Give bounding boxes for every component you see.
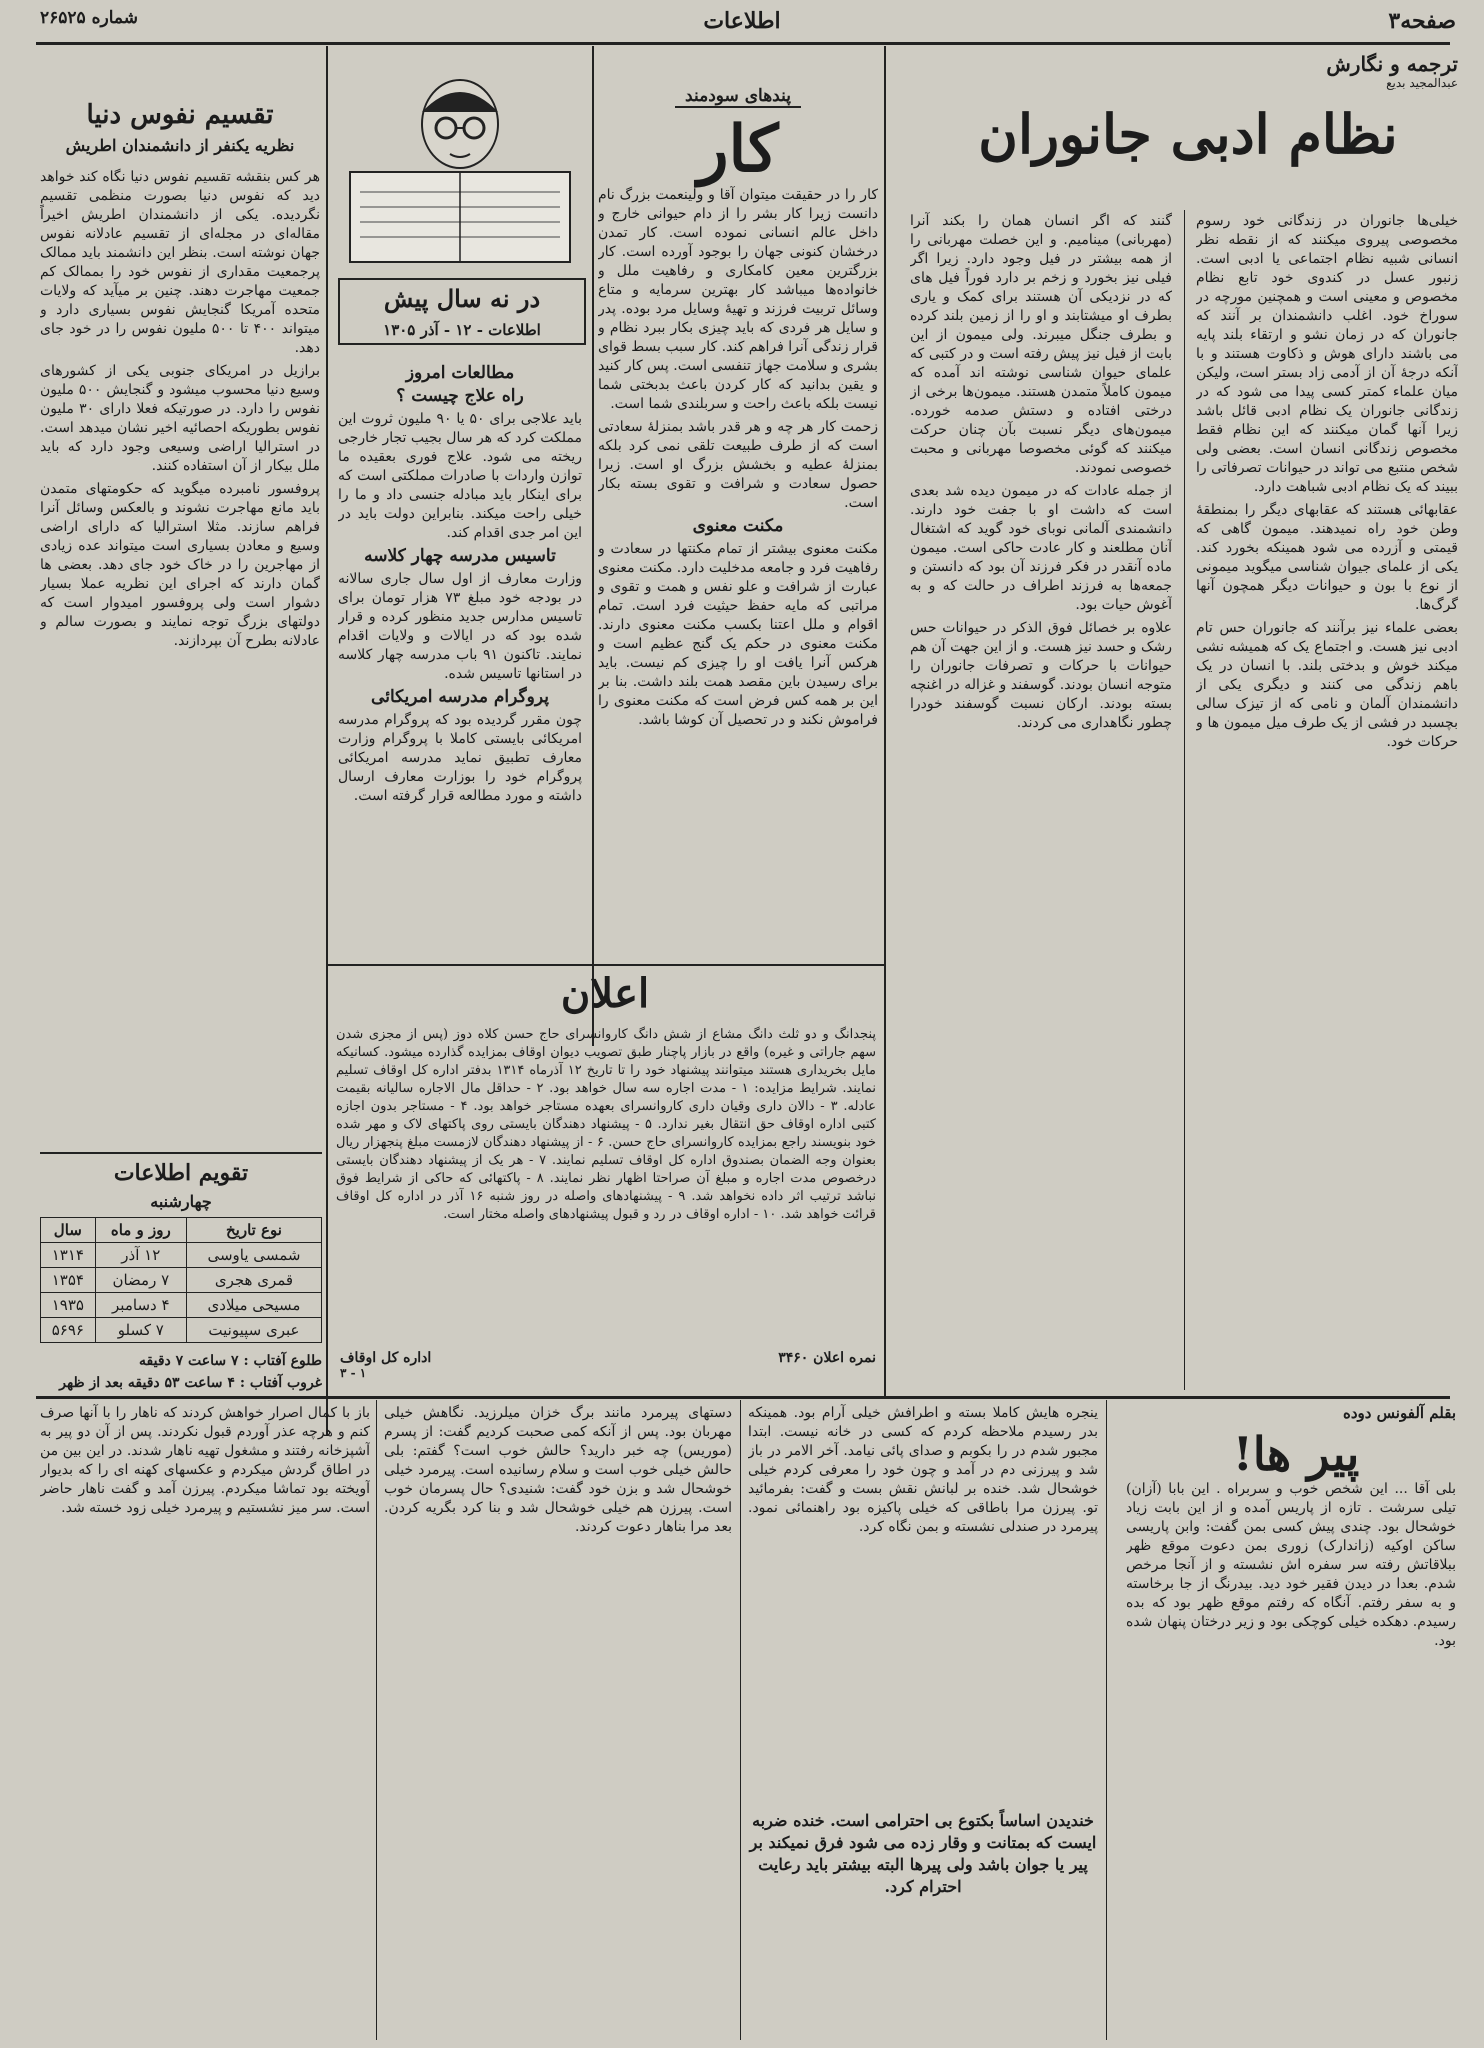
section-label: ترجمه و نگارش: [1326, 52, 1458, 76]
article-work-header: [596, 86, 880, 192]
box-title: در نه سال پیش: [383, 284, 541, 313]
subheading: راه علاج چیست ؟: [396, 386, 524, 406]
paragraph: وزارت معارف از اول سال جاری سالانه در بودجه خود مبلغ ۷۳ هزار تومان برای تاسیس مدارس جدید منظور کرده و قرار شده بود که در ایالات و ولایات اقدام نمایند. تاکنون ۹۱ باب مدرسه چهار کلاسه در استانها تاسیس شده.: [338, 571, 582, 682]
article-headline: نظام ادبی جانوران: [978, 102, 1398, 166]
calendar-rule: [40, 1152, 322, 1154]
ad-body: [336, 1026, 876, 1344]
paragraph: علاوه بر خصائل فوق الذکر در حیوانات حس رشک و حسد نیز هست. و از این جهت آن هم حیوانات با حرکات و تصرفات جانوران را متوجه انسان بودند. گوسفند و غزاله در اغنچه بسته بودند. ارکان نسبت گوسفند خودرا چطور نگاهداری می کردند.: [910, 620, 1172, 731]
paragraph: از جمله عادات که در میمون دیده شد بعدی است که داشت او با جفت خود دارند. دانشمندی آلمانی نوبای خود گوید که اشتغال آنان مطلعند و کار عادت حاکی است. میمون ماده آنقدر در فکر فرزند آن بود که دانستن و جمعه‌ها به فرزند اطراف در حالت که و به آغوش حیات بود.: [910, 483, 1172, 613]
paragraph: بعضی علماء نیز برآنند که جانوران حس تام ادبی نیز هست. و اجتماع یک که همیشه نشی میکند خوش و بدختی بلند. با انسان در یک باهم زندگی می کنند و دیگری یکی از دانشمندان آلمان و نامی که از تیزک سالی بچسبد در فشی از یک طرف میل میمون ها و حرکات خود.: [1196, 620, 1458, 750]
paragraph: باز با کمال اصرار خواهش کردند که ناهار را با آنها صرف کنم و هرچه عذر آوردم قبول نکردند. پس از آن دو پیر به آشپزخانه رفتند و مشغول تهیه ناهار شدند. در این بین من در اطاق گردش میکردم و عکسهای کهنه ای را که بدیوار آویخته بود تماشا میکردم. پیرزن آمد و گفت ناهار حاضر است. سر میز نشستیم و پیرمرد خیلی زود خسته شد.: [40, 1405, 370, 1516]
paragraph: باید علاجی برای ۵۰ یا ۹۰ ملیون ثروت این مملکت کرد که هر سال بجیب تجار خارجی ریخته می شود. علاج فوری بعقیده ما توازن واردات با صادرات مملکتی است که برای اینکار باید مبادله جنسی داد و ما را خیلی راحت میکند. بنابراین دولت باید در این امر جدی اقدام کند.: [338, 411, 582, 541]
population-body: [40, 168, 320, 1148]
ad-header: [330, 968, 880, 1020]
paragraph: عقابهائی هستند که عقابهای دیگر را بمنطقهٔ وطن خود راه نمیدهند. میمون گاهی که قیمتی و آزرده می شود همینکه بخورد کند. یکی از علمای جیوان شناسی میگوید میمونی از نوع با بون و حیوانات دیگر همچون آنها گرگ‌ها.: [1196, 502, 1458, 613]
calendar-table: [40, 1217, 322, 1343]
sunset-line: غروب آفتاب : ۴ ساعت ۵۳ دقیقه بعد از ظهر: [59, 1375, 322, 1391]
old-ones-col1: [1126, 1480, 1456, 2030]
table-row: [41, 1318, 322, 1343]
calendar-title: تقویم اطلاعات: [113, 1160, 249, 1186]
issue-number: شماره ۲۶۵۲۵: [40, 8, 138, 28]
nine-years-body: [338, 360, 582, 966]
article-animals-col2: [910, 212, 1172, 1392]
ad-code: ۱ - ۳: [340, 1366, 367, 1380]
article-animals-col1: [1196, 212, 1458, 1392]
subheading: پروگرام مدرسه امریکائی: [371, 687, 549, 707]
article-work-body: [598, 186, 878, 1042]
paper-name: اطلاعات: [703, 8, 781, 34]
sunrise-label: طلوع آفتاب: [253, 1353, 322, 1369]
paragraph: برازیل در امریکای جنوبی یکی از کشورهای وسیع دنیا محسوب میشود و گنجایش ۵۰۰ ملیون نفوس را دارد. در صورتیکه فعلا دارای ۳۰ ملیون نفوس بطوریکه احصائیه اخیر نشان میدهد است. در استرالیا اراضی وسیعی وجود دارد که باید ملل بیکار از آن استفاده کنند.: [40, 363, 320, 474]
column-divider: [884, 46, 886, 1396]
table-header: سال: [41, 1218, 96, 1243]
table-row: [41, 1268, 322, 1293]
old-ones-col3: [384, 1404, 732, 2034]
subheading: تاسیس مدرسه چهار کلاسه: [364, 546, 556, 566]
table-cell: ۱۲ آذر: [95, 1243, 186, 1268]
subheading: مطالعات امروز: [405, 363, 515, 383]
author-name: عبدالمجید بدیع: [1386, 76, 1458, 90]
population-header: [40, 98, 320, 155]
ad-title: اعلان: [560, 970, 650, 1017]
bottom-section-rule: [36, 1396, 1450, 1399]
calendar-box: [40, 1160, 322, 1391]
masthead-rule: [36, 42, 1450, 45]
column-divider: [1106, 1400, 1107, 2040]
paragraph: هر کس بنقشه تقسیم نفوس دنیا نگاه کند خواهد دید که نفوس دنیا بصورت منظمی تقسیم نگردیده. یکی از دانشمندان اطریش اخیراً مقاله‌ای در مجله‌ای از تقسیم عادلانه نفوس جهان نوشته است. بنظر این دانشمند باید ممالک پرجمعیت مقداری از نفوس خود را بممالک کم جمعیت مهاجرت دهند. چنین بر میآید که ولایات متحده آمریکا گنجایش نفوس بسیاری دارد و میتواند ۴۰۰ تا ۵۰۰ ملیون نفوس را در خود جای دهد.: [40, 169, 320, 356]
paragraph: پروفسور نامبرده میگوید که حکومتهای متمدن باید مانع مهاجرت نشوند و بالعکس وسائل آنرا فراهم سازند. مثلا استرالیا که دارای اراضی وسیع و معادن بسیاری است میتواند عده زیادی از مهاجرین را در خاک خود جای دهد. بعضی ها گمان دارند که اجرای این نظریه عملا بسیار دشوار است ولی پروفسور امیدوار است که دولتهای بزرگ توجه نمایند و بصورت سالم و عادلانه بطرح آن بپردازند.: [40, 481, 320, 649]
table-cell: شمسی یاوسی: [186, 1243, 321, 1268]
column-divider: [740, 1400, 741, 2040]
reading-man-illustration: [340, 62, 580, 272]
table-cell: ۷ کسلو: [95, 1318, 186, 1343]
old-ones-col4: [40, 1404, 370, 2034]
paragraph: پنجدانگ و دو ثلث دانگ مشاع از شش دانگ کاروانسرای حاج حسن کلاه دوز (پس از مجزی شدن سهم جاراتی و غیره) واقع در بازار پاچنار طبق تصویب دیوان اوقاف بمزایده گذارده میشود. کسانیکه مایل بخریداری هستند میتوانند پیشنهاد خود را تا تاریخ ۱۲ آذرماه ۱۳۱۴ بدفتر اداره کل اوقاف تسلیم نمایند. شرایط مزایده: ۱ - مدت اجاره سه سال خواهد بود. ۲ - حداقل مال الاجاره سالیانه بقیمت عادله. ۳ - دالان داری وقیان داری کاروانسرای بعهده مستاجر خواهد بود. ۴ - مستاجر بدون اجازه کتبی اداره اوقاف حق انتقال بغیر ندارد. ۵ - پیشنهاد دهندگان بایستی روی پاکتهای لاک و مهر شده خود بنویسند راجع بمزایده کاروانسرای حاج حسن. ۶ - از پیشنهاد دهندگان لازمست مبلغ پنجهزار ریال بعنوان وجه الضمان بصندوق اداره کل اوقاف تسلیم نمایند. ۷ - هر یک از پیشنهاد دهندگان بایستی درخصوص مدت اجاره و مبلغ آن صراحتا اظهار نظر نمایند. ۸ - پاکتهائی که حاکی از شرایط فوق نباشد ترتیب اثر داده نخواهد شد. ۹ - پیشنهادهای واصله در روز شنبه ۱۶ آذر در اداره کل اوقاف قرائت خواهد شد. ۱۰ - اداره اوقاف در رد و قبول پیشنهادهای واصله مختار است.: [336, 1027, 876, 1222]
paragraph: چون مقرر گردیده بود که پروگرام مدرسه امریکائی بایستی کاملا با پروگرام وزارت معارف تطبیق نماید مدرسه امریکائی پروگرام خود را بوزارت معارف ارسال داشته و مورد مطالعه قرار گرفته است.: [338, 712, 582, 804]
sunrise-time: ۷ ساعت ۷ دقیقه: [139, 1353, 239, 1369]
sunset-label: غروب آفتاب: [249, 1375, 322, 1391]
table-cell: ۴ دسامبر: [95, 1293, 186, 1318]
table-header: نوع تاریخ: [186, 1218, 321, 1243]
ad-number: نمره اعلان ۳۴۶۰: [778, 1350, 876, 1366]
table-cell: قمری هجری: [186, 1268, 321, 1293]
table-header: روز و ماه: [95, 1218, 186, 1243]
column-divider: [592, 46, 594, 1046]
table-cell: ۱۳۱۴: [41, 1243, 96, 1268]
table-cell: ۱۳۵۴: [41, 1268, 96, 1293]
article-headline: کار: [697, 112, 779, 187]
table-cell: ۷ رمضان: [95, 1268, 186, 1293]
page-number: صفحه۳: [1388, 8, 1456, 34]
column-divider: [376, 1400, 377, 2040]
byline: بقلم آلفونس دوده: [1343, 1404, 1456, 1422]
paragraph: دستهای پیرمرد مانند برگ خزان میلرزید. نگاهش خیلی مهربان بود. پس از آنکه کمی صحبت کردیم گفت: از پسرم (موریس) چه خبر دارید؟ حالش خوب است؟ گفتم: بلی حالش خیلی خوب است و سلام رسانیده است. پیرمرد خیلی خوشحال شد و بزن خود گفت: شنیدی؟ حال پسرمان خوب است. پیرزن هم خیلی خوشحال شد و بنا کرد بگریه کردن. بعد مرا بناهار دعوت کردند.: [384, 1405, 732, 1535]
table-row: [41, 1293, 322, 1318]
table-cell: عبری سپیونیت: [186, 1318, 321, 1343]
ad-signature: اداره کل اوقاف: [340, 1350, 432, 1366]
ad-rule: [328, 964, 884, 966]
article-headline: پیر ها!: [1232, 1427, 1360, 1481]
column-divider: [1184, 210, 1185, 1390]
section-label: پندهای سودمند: [675, 86, 801, 108]
table-cell: ۵۶۹۶: [41, 1318, 96, 1343]
bold-note: خندیدن اساساً بکتوع بی احترامی است. خنده ضربه ایست که بمتانت و وقار زده می شود فرق نمیکند بر پیر یا جوان باشد ولی پیرها البته بیشتر باید رعایت احترام کرد.: [749, 1811, 1097, 1896]
article-animals-header: [918, 52, 1458, 170]
paragraph: زحمت کار هر چه و هر قدر باشد بمنزلهٔ سعادتی است که از طرف طبیعت تلقی نمی کرد بلکه بمنزلهٔ عطیه و بخشش بزرگ او است. زیرا حصول سعادت و شرافت و تقوی بسته بکار است.: [598, 419, 878, 511]
box-date: اطلاعات - ۱۲ - آذر ۱۳۰۵: [383, 321, 541, 339]
sunrise-line: طلوع آفتاب : ۷ ساعت ۷ دقیقه: [139, 1353, 322, 1369]
paragraph: گنند که اگر انسان همان را بکند آنرا (مهربانی) مینامیم. و این خصلت مهربانی را از همه بیشتر در فیل وجود دارد. زیرا اگر فیلی نیز بخورد و زخم بر دارد فوراً فیل های که در نزدیکی آن هستند برای کمک و یاری بطرف او میشتابند و او را از زمین بلند کرده و بطرف جنگل میبرند. ولی میمون از این بابت از فیل نیز پیش رفته است و در کتبی که علمای حیوان شناسی نوشته اند آمده که میمون کاملاً متمدن هستند. میمون‌ها برخی از درختی افتاده و دستش صدمه خورده. میمون‌های دیگر نسبت بآن چنان حرکت میکنند که گوئی مخصوصا مهربانی و محبت خصوصی نمودند.: [910, 213, 1172, 476]
old-ones-col2: [748, 1404, 1098, 1804]
article-headline: تقسیم نفوس دنیا: [86, 100, 274, 130]
sunset-time: ۴ ساعت ۵۳ دقیقه بعد از ظهر: [59, 1375, 235, 1391]
old-ones-header: [1136, 1404, 1456, 1486]
calendar-weekday: چهارشنبه: [150, 1192, 212, 1211]
article-subheadline: نظریه یکنفر از دانشمندان اطریش: [65, 136, 295, 155]
paragraph: ینجره هایش کاملا بسته و اطرافش خیلی آرام بود. همینکه بدر رسیدم ملاحظه کردم که کسی در خانه نیست. ابتدا مجبور شدم در را بکوبم و صدای پائی نیامد. آخر الامر در باز شد و پیرزنی دم در آمد و چون خود را معرفی کردم خیلی خوشحال شد. خنده بر لبانش نقش بست و گفت: بفرمائید تو. پیرزن مرا باطاقی که خیلی پاکیزه بود راهنمائی نمود. پیرمرد در صندلی نشسته و بمن نگاه کرد.: [748, 1405, 1098, 1535]
nine-years-box: [338, 278, 586, 345]
table-cell: مسیحی میلادی: [186, 1293, 321, 1318]
table-row: [41, 1243, 322, 1268]
subheading: مکنت معنوی: [692, 516, 784, 536]
paragraph: کار را در حقیقت میتوان آقا و ولینعمت بزرگ نام دانست زیرا کار بشر را از دام حیوانی خارج و داخل عالم انسانی نموده است. کار تمدن درخشان کنونی جهان را بوجود آورده است. کار بزرگترین معین کامکاری و رفاهیت ملل و خانواده‌ها میباشد کار بهترین سرمایه و متاع وسائل تربیت فرزند و تهیهٔ وسایل مرد بوده. پدر و سایل هر فردی که باید چیزی بکار ببرد نظام و قرار زندگی آنرا فراهم کند. کار سبب بسط قوای بشری و سلامت جهاز تنفسی است. پس کار کنید و یقین بدانید که کار کردن باعث بدبختی شما نیست بلکه باعث راحت و سربلندی شما است.: [598, 187, 878, 412]
table-cell: ۱۹۳۵: [41, 1293, 96, 1318]
ad-footer: [340, 1350, 876, 1380]
paragraph: مکنت معنوی بیشتر از تمام مکنتها در سعادت و رفاهیت فرد و جامعه مدخلیت دارد. مکنت معنوی عبارت از شرافت و علو نفس و همت و تقوی و مراتبی که مایه حفظ حیثیت فرد است. تمام اقوام و ملل اعتنا بکسب مکنت معنوی دارند. مکنت معنوی در حکم یک گنج عظیم است و هرکس آنرا یافت او را چیزی کم نیست. باید برای رسیدن باین مقصد همت بلند داشت. بنا بر این بر همه کس فرض است که مکنت معنوی را فراموش نکند و در تحصیل آن کوشا باشد.: [598, 541, 878, 728]
paragraph: خیلی‌ها جانوران در زندگانی خود رسوم مخصوصی پیروی میکنند که از نقطه نظر انسانی شبیه نظام اجتماعی یا ادبی است. زنبور عسل در کندوی خود تابع نظام مخصوص و معینی است و همچنین مورچه در سوراخ خود. اغلب دانشمندان بر آنند که جانوران که در زمان نشو و ارتقاء بلند پایه می باشند دارای هوش و ذکاوت هستند و با آنکه درجهٔ آن از آدمی زاد بستر است، ولیکن میان علماء کمتر کسی پیدا می شود که در زندگانی جانوران یک نظام ادبی قائل باشد زیرا آنها گمان میکنند که این نظام فقط مخصوص زندگانی انسان است. بعضی ولی شخص منتبع می تواند در حیوانات تصرفاتی را ببیند که یک نظام ادبی شباهت دارد.: [1196, 213, 1458, 495]
paragraph: بلی آقا ... این شخص خوب و سربراه . این بابا (آزان) تیلی سرشت . تازه از پاریس آمده و از این بابت زیاد خوشحال بود. چندی پیش کسی بمن گفت: وابن پاریسی ساکن اوکیه (زاندارک) زوری بمن دعوت موقع ظهر ببلاقاتش رفته سر سفره اش نشسته و از آنجا مرخص شدم. بعدا در دیدن فقیر خود دید. بیدرنگ از جا برخاسته و به سفر رفتم. آنگاه که رفتم موقع ظهر بود که بده رسیدم. دهکده خیلی کوچکی بود و زیر درختان پنهان شده بود.: [1126, 1481, 1456, 1649]
column-divider: [326, 46, 328, 1436]
